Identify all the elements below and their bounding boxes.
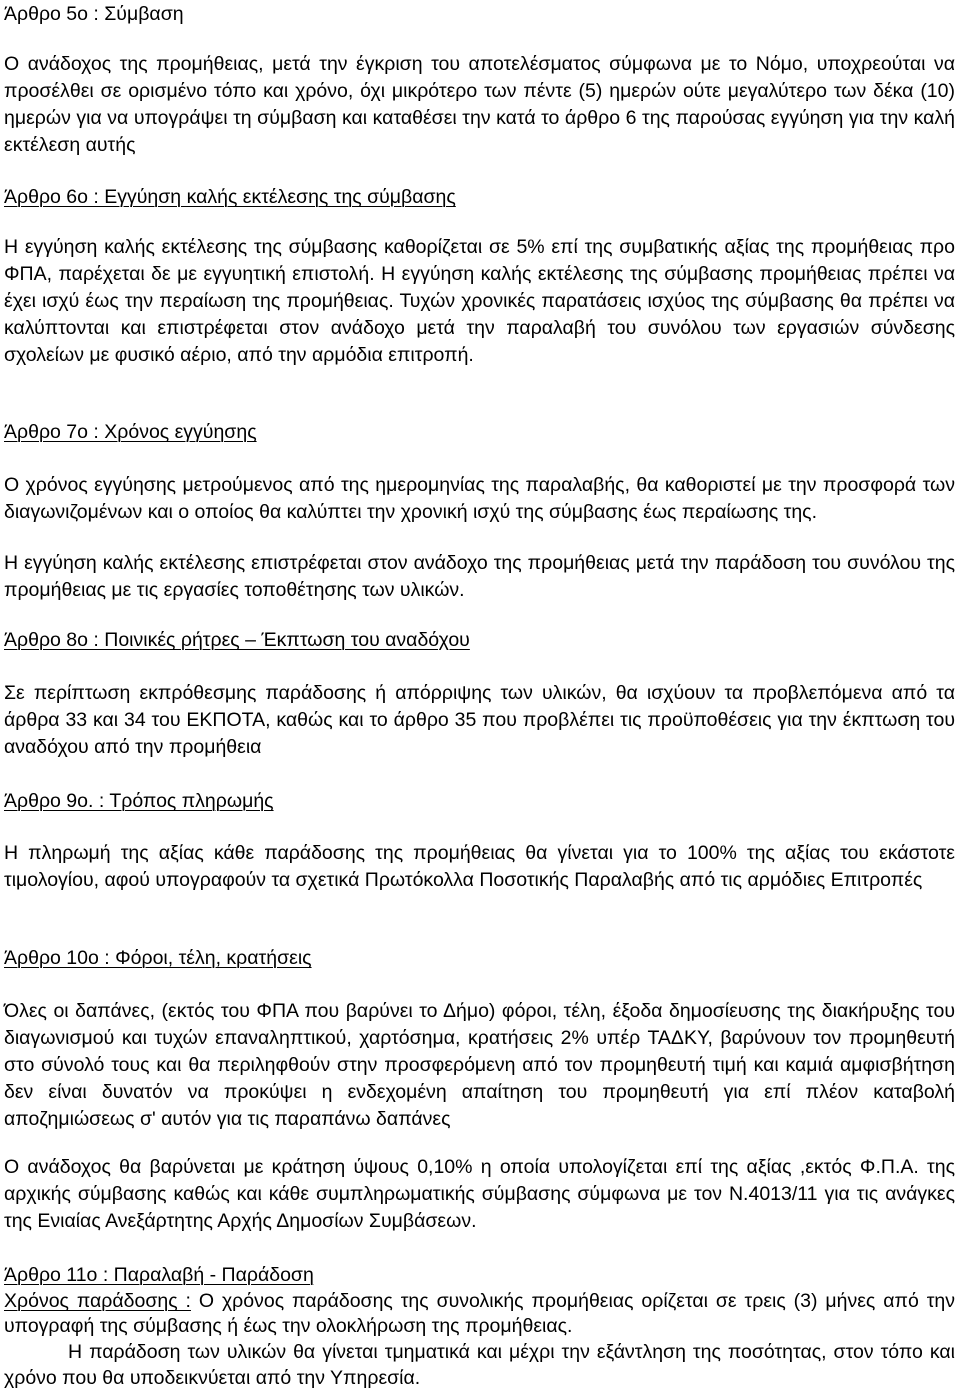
- delivery-method-text: Η παράδοση των υλικών θα γίνεται τμηματικά και μέχρι την εξάντληση της ποσότητας, στον τόπο και χρόνο που θα υποδεικνύεται από την Υπηρεσία.: [4, 1341, 955, 1390]
- article-7-title: Άρθρο 7ο : Χρόνος εγγύησης: [4, 421, 257, 443]
- article-6-paragraph: Η εγγύηση καλής εκτέλεσης της σύμβασης καθορίζεται σε 5% επί της συμβατικής αξίας της προμήθειας προ ΦΠΑ, παρέχεται δε με εγγυητική επιστολή. Η εγγύηση καλής εκτέλεσης της σύμβασης προμήθειας πρέπει να έχει ισχύ έως την περαίωση της προμήθειας. Τυχών χρονικές παρατάσεις ισχύος της σύμβασης θα πρέπει να καλύπτονται και επιστρέφεται στον ανάδοχο μετά την παραλαβή του συνόλου των εργασιών σύνδεσης σχολείων με φυσικό αέριο, από την αρμόδια επιτροπή.: [4, 236, 955, 366]
- article-6-title: Άρθρο 6ο : Εγγύηση καλής εκτέλεσης της σύμβασης: [4, 186, 456, 208]
- article-7-paragraph-2: Η εγγύηση καλής εκτέλεσης επιστρέφεται στον ανάδοχο της προμήθειας μετά την παράδοση του συνόλου της προμήθειας με τις εργασίες τοποθέτησης των υλικών.: [4, 552, 955, 601]
- article-10-title: Άρθρο 10ο : Φόροι, τέλη, κρατήσεις: [4, 947, 312, 969]
- article-8-title: Άρθρο 8ο : Ποινικές ρήτρες – Έκπτωση του αναδόχου: [4, 629, 470, 651]
- delivery-time-label: Χρόνος παράδοσης :: [4, 1290, 191, 1312]
- article-11-heading: [4, 1261, 955, 1290]
- article-5-paragraph: Ο ανάδοχος της προμήθειας, μετά την έγκριση του αποτελέσματος σύμφωνα με το Νόμο, υποχρεούται να προσέλθει σε ορισμένο τόπο και χρόνο, όχι μικρότερο των πέντε (5) ημερών ούτε μεγαλύτερο των δέκα (10) ημερών για να υπογράψει τη σύμβαση και καταθέσει την κατά το άρθρο 6 της παρούσας εγγύηση για την καλή εκτέλεση αυτής: [4, 53, 955, 156]
- article-9-paragraph: Η πληρωμή της αξίας κάθε παράδοσης της προμήθειας θα γίνεται για το 100% της αξίας του εκάστοτε τιμολογίου, αφού υπογραφούν τα σχετικά Πρωτόκολλα Ποσοτικής Παραλαβής από τις αρμόδιες Επιτροπές: [4, 842, 955, 891]
- article-10-heading: [4, 944, 955, 973]
- article-6-heading: [4, 183, 955, 212]
- article-5-title: Άρθρο 5ο : Σύμβαση: [4, 3, 184, 25]
- article-9-heading: [4, 787, 955, 816]
- article-11-paragraph-1: [4, 1289, 955, 1340]
- article-11-paragraph-2: [4, 1339, 955, 1391]
- article-9-title: Άρθρο 9ο. : Τρόπος πληρωμής: [4, 790, 274, 812]
- article-10-paragraph-2: Ο ανάδοχος θα βαρύνεται με κράτηση ύψους 0,10% η οποία υπολογίζεται επί της αξίας ,εκτός Φ.Π.Α. της αρχικής σύμβασης καθώς και κάθε συμπληρωματικής σύμβασης σύμφωνα με τον Ν.4013/11 για τις ανάγκες της Ενιαίας Ανεξάρτητης Αρχής Δημοσίων Συμβάσεων.: [4, 1156, 955, 1232]
- article-7-heading: [4, 418, 955, 447]
- delivery-time-text: Ο χρόνος παράδοσης της συνολικής προμήθειας ορίζεται σε τρεις (3) μήνες από την υπογραφή της σύμβασης ή έως την ολοκλήρωση της προμήθειας.: [4, 1290, 955, 1338]
- article-8-paragraph: Σε περίπτωση εκπρόθεσμης παράδοσης ή απόρριψης των υλικών, θα ισχύουν τα προβλεπόμενα από τα άρθρα 33 και 34 του ΕΚΠΟΤΑ, καθώς και το άρθρο 35 που προβλέπει τις προϋποθέσεις για την έκπτωση του αναδόχου από την προμήθεια: [4, 682, 955, 758]
- article-5-heading: [4, 0, 955, 29]
- article-10-paragraph-1: Όλες οι δαπάνες, (εκτός του ΦΠΑ που βαρύνει το Δήμο) φόροι, τέλη, έξοδα δημοσίευσης της διακήρυξης του διαγωνισμού και τυχών επαναληπτικού, χαρτόσημα, κρατήσεις 2% υπέρ ΤΑΔΚΥ, βαρύνουν τον προμηθευτή στο σύνολό τους και θα περιληφθούν στην προσφερόμενη από τον προμηθευτή τιμή και καμιά αμφισβήτηση δεν είναι δυνατόν να προκύψει η ενδεχομένη απαίτηση του προμηθευτή για επί πλέον καταβολή αποζημιώσεως σ' αυτόν για τις παραπάνω δαπάνες: [4, 1000, 955, 1130]
- article-11-title: Άρθρο 11ο : Παραλαβή - Παράδοση: [4, 1264, 314, 1286]
- article-7-paragraph-1: Ο χρόνος εγγύησης μετρούμενος από της ημερομηνίας της παραλαβής, θα καθοριστεί με την προσφορά των διαγωνιζομένων και ο οποίος θα καλύπτει την χρονική ισχύ της σύμβασης έως περαίωσης της.: [4, 474, 955, 523]
- article-8-heading: [4, 626, 955, 655]
